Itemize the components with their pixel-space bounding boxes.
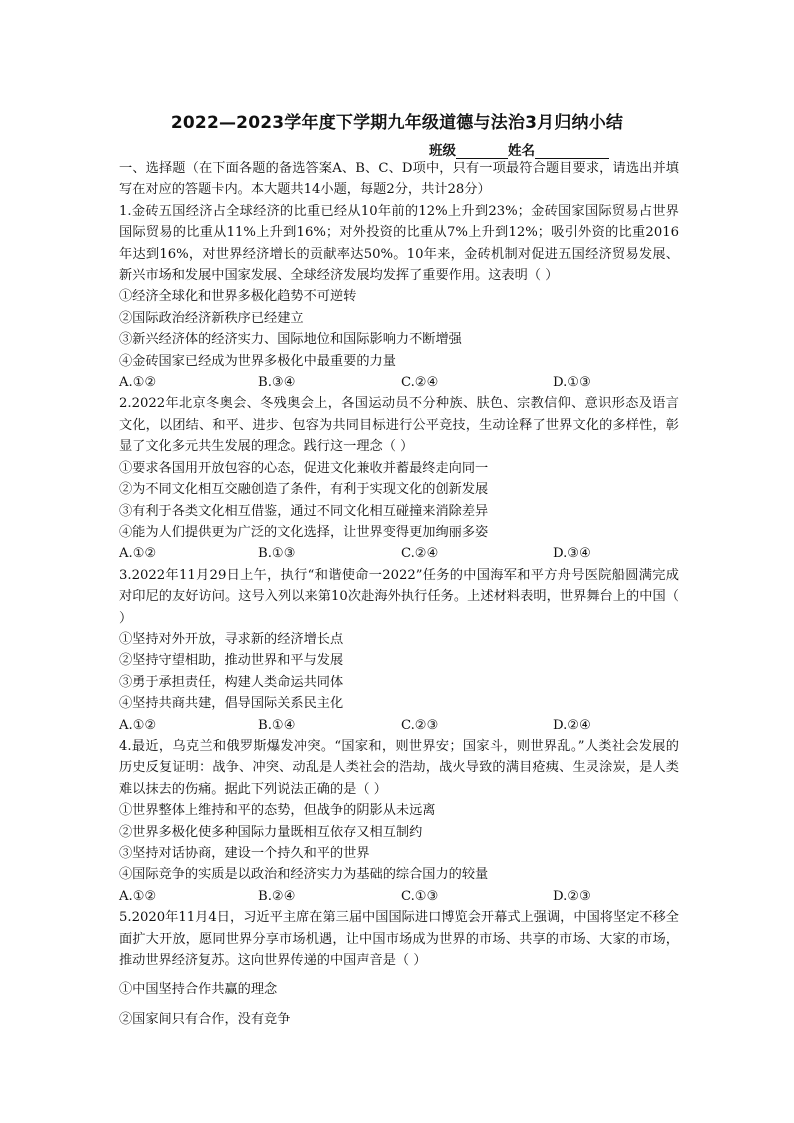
statement: ②国际政治经济新秩序已经建立 xyxy=(119,310,304,326)
statement: ④能为人们提供更为广泛的文化选择，让世界变得更加绚丽多姿 xyxy=(119,524,489,540)
section-heading: 一、选择题（在下面各题的备选答案A、B、C、D项中，只有一项最符合题目要求，请选出并填写在对应的答题卡内。本大题共14小题，每题2分，共计28分） xyxy=(119,161,679,198)
question-2 xyxy=(119,393,679,564)
choice-a: A.①② xyxy=(119,717,157,733)
name-label: 姓名 xyxy=(508,143,535,159)
statement: ①要求各国用开放包容的心态，促进文化兼收并蓄最终走向同一 xyxy=(119,460,489,476)
answer-choices xyxy=(119,372,679,393)
choice-a: A.①② xyxy=(119,375,157,391)
choice-b: B.③④ xyxy=(258,375,296,391)
choice-c: C.②④ xyxy=(401,375,439,391)
choice-d: D.②③ xyxy=(553,888,591,904)
answer-choices xyxy=(119,886,679,907)
answer-choices xyxy=(119,715,679,736)
page-title: 2022—2023学年度下学期九年级道德与法治3月归纳小结 xyxy=(170,113,624,133)
choice-d: D.②④ xyxy=(553,717,591,733)
choice-b: B.①④ xyxy=(258,717,296,733)
statement: ④国际竞争的实质是以政治和经济实力为基础的综合国力的较量 xyxy=(119,867,489,883)
statement: ②坚持守望相助，推动世界和平与发展 xyxy=(119,653,344,669)
question-body xyxy=(119,158,679,1030)
question-stem: 1.金砖五国经济占全球经济的比重已经从10年前的12%上升到23%；金砖国家国际贸易占世界国际贸易的比重从11%上升到16%；对外投资的比重从7%上升到12%；吸引外资的比重2016年达到16%，对世界经济增长的贡献率达50%。10年来，金砖机制对促进五国经济贸易发展、新兴市场和发展中国家发展、全球经济发展均发挥了重要作用。这表明（ ） xyxy=(119,203,679,284)
statement: ③有利于各类文化相互借鉴，通过不同文化相互碰撞来消除差异 xyxy=(119,503,489,519)
class-label: 班级 xyxy=(429,143,456,159)
class-blank xyxy=(456,144,508,159)
statement: ②国家间只有合作，没有竞争 xyxy=(119,1011,291,1027)
choice-d: D.③④ xyxy=(553,546,591,562)
question-4 xyxy=(119,736,679,907)
statement: ①经济全球化和世界多极化趋势不可逆转 xyxy=(119,289,357,305)
question-stem: 5.2020年11月4日，习近平主席在第三届中国国际进口博览会开幕式上强调，中国将坚定不移全面扩大开放，愿同世界分享市场机遇，让中国市场成为世界的市场、共享的市场、大家的市场，推动世界经济复苏。这向世界传递的中国声音是（ ） xyxy=(119,910,679,969)
question-5 xyxy=(119,907,679,1030)
question-stem: 2.2022年北京冬奥会、冬残奥会上，各国运动员不分种族、肤色、宗教信仰、意识形态及语言文化，以团结、和平、进步、包容为共同目标进行公平竞技，生动诠释了世界文化的多样性，彰显了文化多元共生发展的理念。践行这一理念（ ） xyxy=(119,396,679,455)
statement: ①世界整体上维持和平的态势，但战争的阴影从未远离 xyxy=(119,803,436,819)
statement: ②世界多极化使多种国际力量既相互依存又相互制约 xyxy=(119,824,423,840)
statement: ③新兴经济体的经济实力、国际地位和国际影响力不断增强 xyxy=(119,332,462,348)
statement: ①中国坚持合作共赢的理念 xyxy=(119,982,278,998)
statement: ②为不同文化相互交融创造了条件，有利于实现文化的创新发展 xyxy=(119,482,489,498)
choice-a: A.①② xyxy=(119,546,157,562)
statement: ①坚持对外开放，寻求新的经济增长点 xyxy=(119,631,344,647)
choice-b: B.①③ xyxy=(258,546,296,562)
name-blank xyxy=(535,144,609,159)
statement: ③勇于承担责任，构建人类命运共同体 xyxy=(119,674,344,690)
choice-c: C.②④ xyxy=(401,546,439,562)
statement: ④坚持共商共建，倡导国际关系民主化 xyxy=(119,696,344,712)
choice-b: B.②④ xyxy=(258,888,296,904)
statement: ④金砖国家已经成为世界多极化中最重要的力量 xyxy=(119,353,396,369)
class-name-line xyxy=(429,139,609,159)
choice-a: A.①② xyxy=(119,888,157,904)
choice-c: C.①③ xyxy=(401,888,439,904)
choice-c: C.②③ xyxy=(401,717,439,733)
question-stem: 3.2022年11月29日上午，执行“和谐使命一2022”任务的中国海军和平方舟号医院船圆满完成对印尼的友好访问。这号入列以来第10次赴海外执行任务。上述材料表明，世界舞台上的中国（ ） xyxy=(119,567,679,626)
answer-choices xyxy=(119,543,679,564)
statement: ③坚持对话协商，建设一个持久和平的世界 xyxy=(119,846,370,861)
question-1 xyxy=(119,201,679,394)
question-3 xyxy=(119,565,679,736)
question-stem: 4.最近，乌克兰和俄罗斯爆发冲突。“国家和，则世界安；国家斗，则世界乱。”人类社会发展的历史反复证明：战争、冲突、动乱是人类社会的浩劫，战火导致的满目疮痍、生灵涂炭，是人类难以抹去的伤痛。据此下列说法正确的是（ ） xyxy=(119,738,679,797)
choice-d: D.①③ xyxy=(553,375,591,391)
